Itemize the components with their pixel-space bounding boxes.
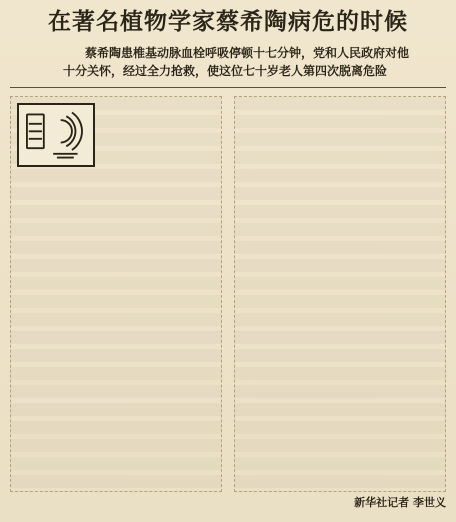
article-columns (10, 96, 446, 512)
deck-line-2: 十分关怀，经过全力抢救，使这位七十岁老人第四次脱离危险 (63, 64, 388, 78)
left-column-placeholder (10, 96, 222, 492)
right-column-placeholder (234, 96, 446, 492)
headline-divider (10, 87, 446, 88)
deck-line-1: 蔡希陶患椎基动脉血栓呼吸停顿十七分钟，党和人民政府对他 (85, 46, 410, 60)
radio-tower-icon (17, 103, 95, 167)
article-byline: 新华社记者 李世义 (354, 496, 446, 509)
article-headline: 在著名植物学家蔡希陶病危的时候 (48, 8, 408, 35)
article-deck (63, 44, 410, 80)
